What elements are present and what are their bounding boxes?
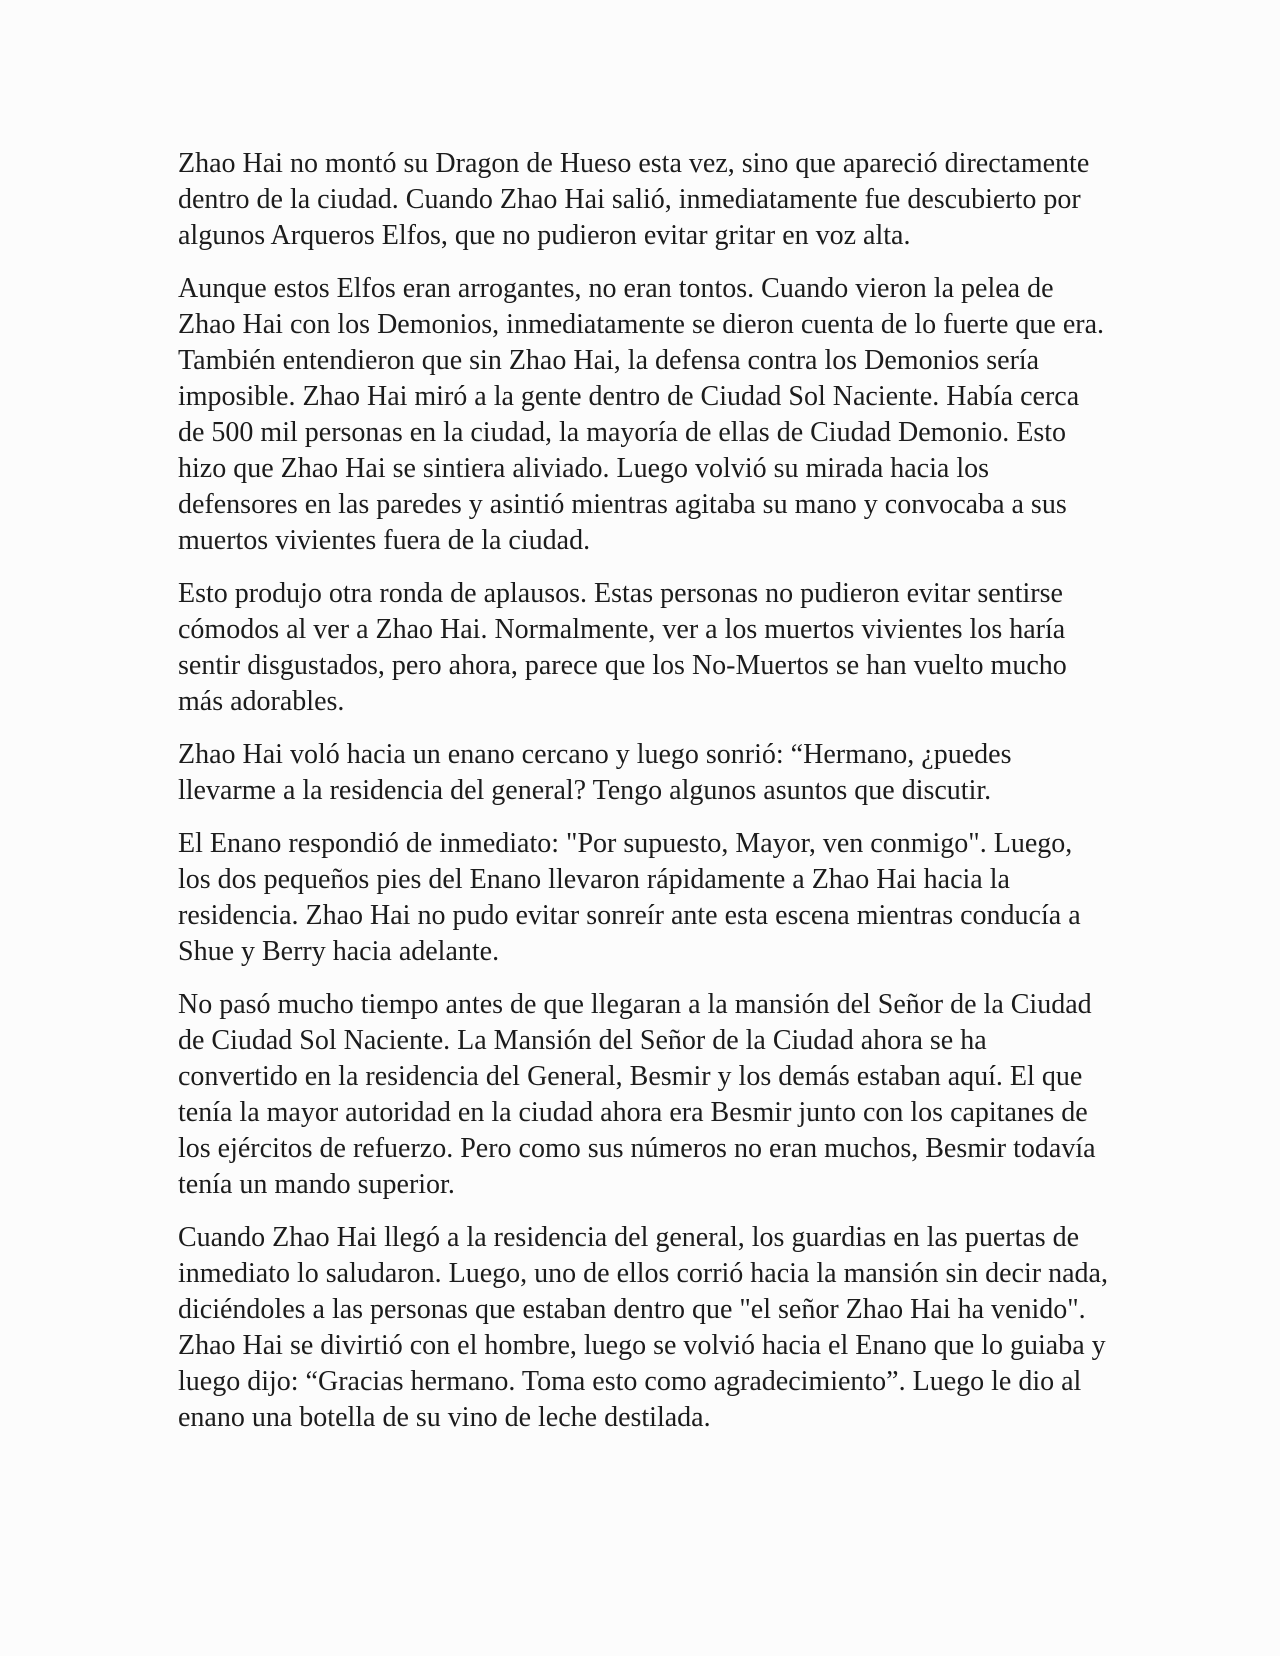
paragraph: Esto produjo otra ronda de aplausos. Estas personas no pudieron evitar sentirse cómodos al ver a Zhao Hai. Normalmente, ver a los muertos vivientes los haría sentir disgustados, pero ahora, parece que los No-Muertos se han vuelto mucho más adorables.	[178, 578, 1067, 717]
paragraph: El Enano respondió de inmediato: "Por supuesto, Mayor, ven conmigo". Luego, los dos pequeños pies del Enano llevaron rápidamente a Zhao Hai hacia la residencia. Zhao Hai no pudo evitar sonreír ante esta escena mientras conducía a Shue y Berry hacia adelante.	[178, 828, 1081, 967]
paragraph: Zhao Hai voló hacia un enano cercano y luego sonrió: “Hermano, ¿puedes llevarme a la residencia del general? Tengo algunos asuntos que discutir.	[178, 739, 1012, 806]
paragraph: Zhao Hai no montó su Dragon de Hueso esta vez, sino que apareció directamente dentro de la ciudad. Cuando Zhao Hai salió, inmediatamente fue descubierto por algunos Arqueros Elfos, que no pudieron evitar gritar en voz alta.	[178, 148, 1090, 251]
paragraph: Cuando Zhao Hai llegó a la residencia del general, los guardias en las puertas de inmediato lo saludaron. Luego, uno de ellos corrió hacia la mansión sin decir nada, diciéndoles a las personas que estaban dentro que "el señor Zhao Hai ha venido". Zhao Hai se divirtió con el hombre, luego se volvió hacia el Enano que lo guiaba y luego dijo: “Gracias hermano. Toma esto como agradecimiento”. Luego le dio al enano una botella de su vino de leche destilada.	[178, 1222, 1108, 1433]
paragraph: No pasó mucho tiempo antes de que llegaran a la mansión del Señor de la Ciudad de Ciudad Sol Naciente. La Mansión del Señor de la Ciudad ahora se ha convertido en la residencia del General, Besmir y los demás estaban aquí. El que tenía la mayor autoridad en la ciudad ahora era Besmir junto con los capitanes de los ejércitos de refuerzo. Pero como sus números no eran muchos, Besmir todavía tenía un mando superior.	[178, 989, 1096, 1200]
paragraph: Aunque estos Elfos eran arrogantes, no eran tontos. Cuando vieron la pelea de Zhao Hai con los Demonios, inmediatamente se dieron cuenta de lo fuerte que era. También entendieron que sin Zhao Hai, la defensa contra los Demonios sería imposible. Zhao Hai miró a la gente dentro de Ciudad Sol Naciente. Había cerca de 500 mil personas en la ciudad, la mayoría de ellas de Ciudad Demonio. Esto hizo que Zhao Hai se sintiera aliviado. Luego volvió su mirada hacia los defensores en las paredes y asintió mientras agitaba su mano y convocaba a sus muertos vivientes fuera de la ciudad.	[178, 273, 1104, 556]
document-body	[178, 146, 1108, 1453]
